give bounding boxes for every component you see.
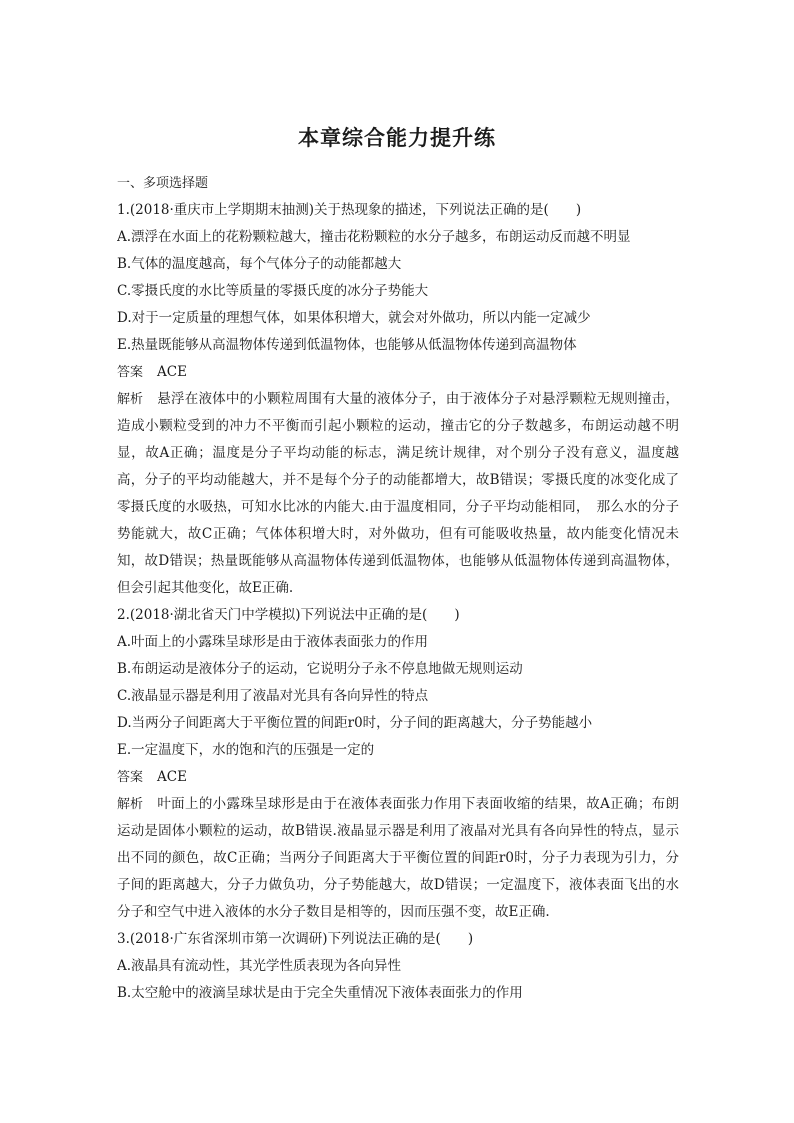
analysis-paragraph bbox=[117, 791, 679, 926]
option-d: D.对于一定质量的理想气体，如果体积增大，就会对外做功，所以内能一定减少 bbox=[117, 310, 591, 326]
analysis-text: 悬浮在液体中的小颗粒周围有大量的液体分子，由于液体分子对悬浮颗粒无规则撞击，造成小颗粒受到的冲力不平衡而引起小颗粒的运动，撞击它的分子数越多，布朗运动越不明显，故A正确；温度是分子平均动能的标志，满足统计规律，对个别分子没有意义，温度越高，分子的平均动能越大，并不是每个分子的动能都增大，故B错误；零摄氏度的冰变化成了零摄氏度的水吸热，可知水比冰的内能大.由于温度相同，分子平均动能相同， 那么水的分子势能就大，故C正确；气体体积增大时，对外做功，但有可能吸收热量，故内能变化情况未知，故D错误；热量既能够从高温物体传递到低温物体，也能够从低温物体传递到高温物体，但会引起其他变化，故E正确. bbox=[117, 391, 679, 596]
answer-label: 答案 bbox=[117, 770, 144, 785]
analysis-text: 叶面上的小露珠呈球形是由于在液体表面张力作用下表面收缩的结果，故A正确；布朗运动是固体小颗粒的运动，故B错误.液晶显示器是利用了液晶对光具有各向异性的特点，显示出不同的颜色，故C正确；当两分子间距离大于平衡位置的间距r0时，分子力表现为引力，分子间的距离越大，分子力做负功，分子势能越大，故D错误；一定温度下，液体表面飞出的水分子和空气中进入液体的水分子数目是相等的，因而压强不变，故E正确. bbox=[117, 796, 679, 920]
answer-label: 答案 bbox=[117, 365, 144, 380]
option-a: A.叶面上的小露珠呈球形是由于液体表面张力的作用 bbox=[117, 634, 429, 650]
answer-value: ACE bbox=[157, 769, 187, 785]
answer-line bbox=[117, 764, 679, 791]
question-2 bbox=[117, 602, 679, 926]
option-a: A.漂浮在水面上的花粉颗粒越大，撞击花粉颗粒的水分子越多，布朗运动反而越不明显 bbox=[117, 229, 631, 245]
question-3 bbox=[117, 926, 679, 1007]
page-title: 本章综合能力提升练 bbox=[298, 126, 496, 150]
option-b: B.太空舱中的液滴呈球状是由于完全失重情况下液体表面张力的作用 bbox=[117, 985, 523, 1001]
question-stem: 1.(2018·重庆市上学期期末抽测)关于热现象的描述，下列说法正确的是( ) bbox=[117, 202, 582, 218]
option-a: A.液晶具有流动性，其光学性质表现为各向异性 bbox=[117, 958, 402, 974]
answer-value: ACE bbox=[157, 364, 187, 380]
option-d: D.当两分子间距离大于平衡位置的间距r0时，分子间的距离越大，分子势能越小 bbox=[117, 715, 593, 731]
answer-line bbox=[117, 359, 679, 386]
option-b: B.布朗运动是液体分子的运动，它说明分子永不停息地做无规则运动 bbox=[117, 661, 523, 677]
option-b: B.气体的温度越高，每个气体分子的动能都越大 bbox=[117, 256, 402, 272]
question-stem: 2.(2018·湖北省天门中学模拟)下列说法中正确的是( ) bbox=[117, 607, 460, 623]
option-e: E.热量既能够从高温物体传递到低温物体，也能够从低温物体传递到高温物体 bbox=[117, 337, 577, 353]
section-heading: 一、多项选择题 bbox=[117, 176, 209, 191]
document-body bbox=[117, 170, 679, 1007]
analysis-label: 解析 bbox=[117, 392, 144, 407]
question-1 bbox=[117, 197, 679, 602]
question-stem: 3.(2018·广东省深圳市第一次调研)下列说法正确的是( ) bbox=[117, 931, 474, 947]
option-c: C.零摄氏度的水比等质量的零摄氏度的冰分子势能大 bbox=[117, 283, 429, 299]
analysis-paragraph bbox=[117, 386, 679, 602]
option-c: C.液晶显示器是利用了液晶对光具有各向异性的特点 bbox=[117, 688, 429, 704]
analysis-label: 解析 bbox=[117, 797, 144, 812]
option-e: E.一定温度下，水的饱和汽的压强是一定的 bbox=[117, 742, 375, 758]
